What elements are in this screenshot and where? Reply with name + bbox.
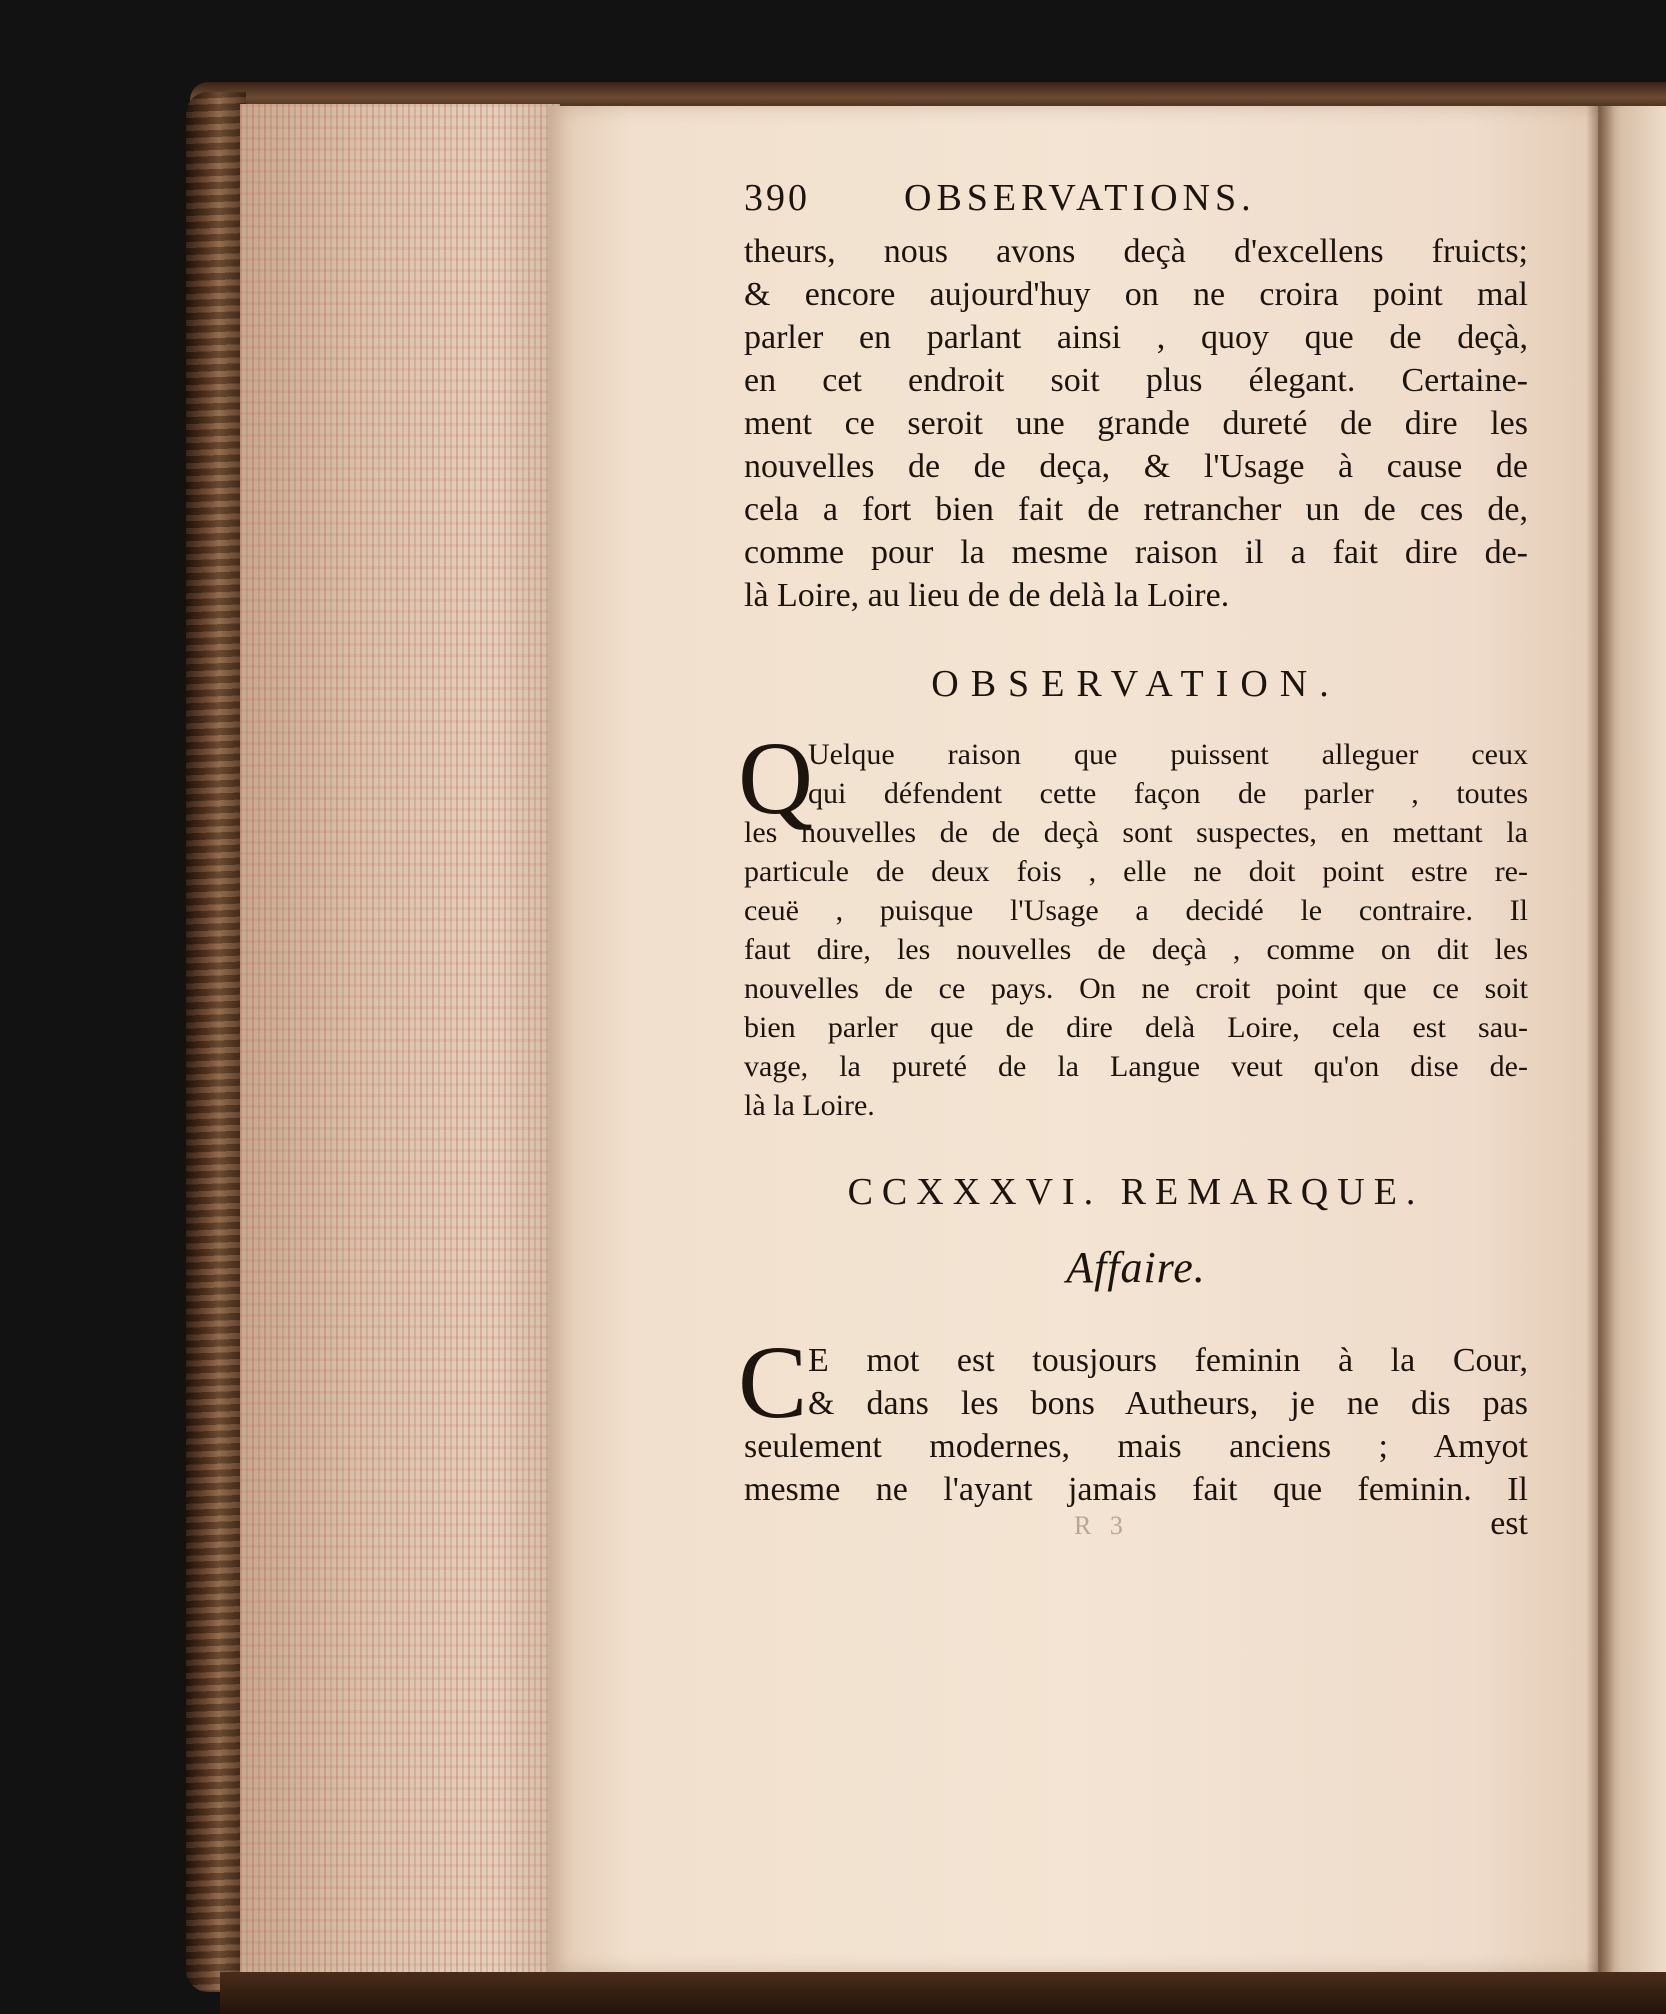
signature-mark: R 3 xyxy=(1074,1511,1129,1540)
text-line: nouvelles de de deça, & l'Usage à cause de xyxy=(744,448,1528,485)
observation-paragraph xyxy=(738,721,1544,1125)
page-footer xyxy=(744,1505,1528,1551)
text-line: en cet endroit soit plus élegant. Certaine- xyxy=(744,362,1528,399)
text-line: les nouvelles de de deçà sont suspectes, en mettant la xyxy=(744,816,1528,849)
text-block-1 xyxy=(744,230,1544,617)
remarque-paragraph xyxy=(738,1325,1544,1511)
text-line: Uelque raison que puissent alleguer ceux xyxy=(808,738,1528,771)
text-line: particule de deux fois , elle ne doit point estre re- xyxy=(744,855,1528,888)
text-line: cela a fort bien fait de retrancher un de ces de, xyxy=(744,491,1528,528)
remarque-subheading: Affaire. xyxy=(1066,1243,1206,1292)
gutter-shadow xyxy=(1586,106,1614,1972)
book-cover-bottom xyxy=(220,1972,1666,2014)
text-line: comme pour la mesme raison il a fait dire de- xyxy=(744,534,1528,571)
text-line: là Loire, au lieu de de delà la Loire. xyxy=(744,577,1230,614)
text-block xyxy=(738,166,1544,1551)
text-line: & dans les bons Autheurs, je ne dis pas xyxy=(808,1385,1528,1422)
text-line: faut dire, les nouvelles de deçà , comme on dit les xyxy=(744,933,1528,966)
catchword: est xyxy=(1490,1505,1528,1542)
running-head xyxy=(744,166,1544,230)
drop-cap: C xyxy=(738,1325,808,1440)
text-line: ment ce seroit une grande dureté de dire les xyxy=(744,405,1528,442)
drop-cap: Q xyxy=(738,721,814,836)
text-line: qui défendent cette façon de parler , toutes xyxy=(808,777,1528,810)
page-edges xyxy=(240,104,560,1984)
running-title: OBSERVATIONS. xyxy=(904,177,1256,219)
text-line: E mot est tousjours feminin à la Cour, xyxy=(808,1342,1528,1379)
book-spine xyxy=(186,92,246,1992)
text-line: ceuë , puisque l'Usage a decidé le contraire. Il xyxy=(744,894,1528,927)
text-line: vage, la pureté de la Langue veut qu'on dise de- xyxy=(744,1050,1528,1083)
observation-heading: OBSERVATION. xyxy=(931,663,1341,705)
remarque-heading: CCXXXVI. REMARQUE. xyxy=(847,1171,1425,1213)
text-line: theurs, nous avons deçà d'excellens fruicts; xyxy=(744,233,1528,270)
text-line: & encore aujourd'huy on ne croira point mal xyxy=(744,276,1528,313)
text-line: mesme ne l'ayant jamais fait que feminin. Il xyxy=(744,1471,1528,1508)
text-line: là la Loire. xyxy=(744,1089,875,1122)
text-line: parler en parlant ainsi , quoy que de deçà, xyxy=(744,319,1528,356)
text-line: nouvelles de ce pays. On ne croit point que ce soit xyxy=(744,972,1528,1005)
page-number: 390 xyxy=(744,177,810,219)
text-line: seulement modernes, mais anciens ; Amyot xyxy=(744,1428,1528,1465)
text-line: bien parler que de dire delà Loire, cela est sau- xyxy=(744,1011,1528,1044)
